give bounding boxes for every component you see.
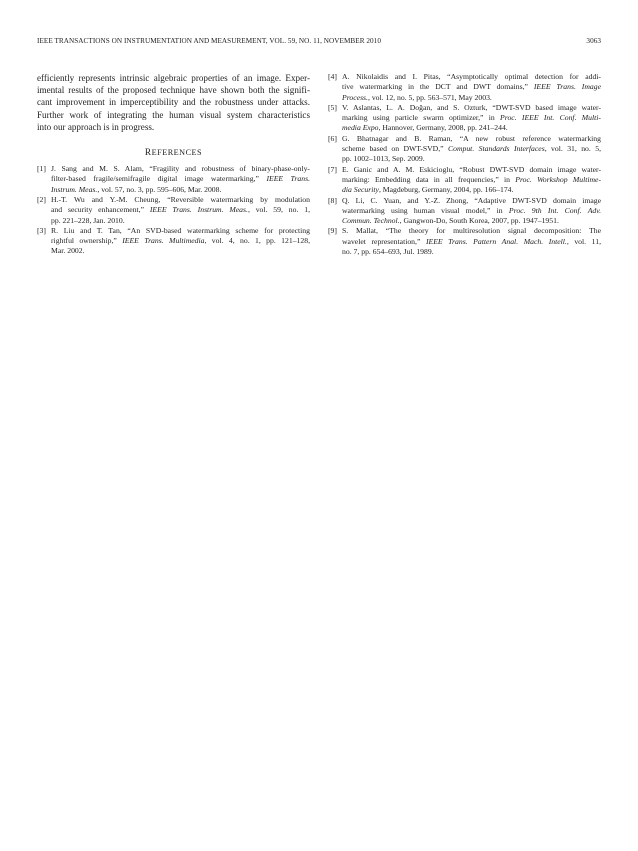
reference-text: filter-based fragile/semifragile digital image watermarking,” xyxy=(51,174,267,184)
reference-number: [3] xyxy=(37,225,46,235)
reference-text: watermarking using human visual model,” in xyxy=(342,205,509,215)
reference-line xyxy=(342,175,601,185)
reference-venue: Proc. Workshop Multime- xyxy=(515,174,601,184)
reference-line xyxy=(51,246,310,256)
reference-item xyxy=(328,134,601,165)
body-line: into our approach is in progress. xyxy=(37,121,155,132)
reference-text: J. Sang and M. S. Alam, “Fragility and robustness of binary-phase-only- xyxy=(51,164,310,174)
reference-text: S. Mallat, “The theory for multiresolution signal decomposition: The xyxy=(342,226,601,236)
reference-number: [2] xyxy=(37,194,46,204)
reference-list-left xyxy=(37,164,310,257)
reference-number: [7] xyxy=(328,164,337,174)
reference-venue: media Expo xyxy=(342,123,379,133)
reference-number: [4] xyxy=(328,72,337,81)
reference-line xyxy=(51,205,310,215)
reference-line xyxy=(51,185,310,195)
body-line: imental results of the proposed technique have shown both the signifi- xyxy=(37,85,310,96)
reference-line xyxy=(51,174,310,184)
reference-text: , Magdeburg, Germany, 2004, pp. 166–174. xyxy=(378,185,514,195)
journal-title: IEEE TRANSACTIONS ON INSTRUMENTATION AND MEASUREMENT, VOL. 59, NO. 11, NOVEMBER 2010 xyxy=(37,37,381,45)
reference-line xyxy=(342,247,601,257)
reference-line xyxy=(51,226,310,236)
body-line: efficiently represents intrinsic algebraic properties of an image. Exper- xyxy=(37,73,310,83)
reference-line xyxy=(342,154,601,164)
reference-text: , Gangwon-Do, South Korea, 2007, pp. 1947–1951. xyxy=(399,216,559,226)
reference-line xyxy=(342,206,601,216)
reference-venue: Instrum. Meas. xyxy=(51,184,98,194)
reference-venue: Proc. IEEE Int. Conf. Multi- xyxy=(500,113,601,123)
reference-number: [9] xyxy=(328,226,337,236)
reference-number: [5] xyxy=(328,102,337,112)
reference-text: scheme based on DWT-SVD,” xyxy=(342,144,448,154)
reference-line xyxy=(342,216,601,226)
reference-line xyxy=(342,123,601,133)
reference-line xyxy=(342,93,601,103)
reference-item xyxy=(328,165,601,196)
reference-text: , vol. 59, no. 1, xyxy=(247,205,310,215)
references-heading: REFERENCES xyxy=(144,148,203,159)
reference-item xyxy=(328,226,601,257)
reference-list-right xyxy=(328,72,601,257)
reference-line xyxy=(342,103,601,113)
reference-venue: Process. xyxy=(342,92,368,102)
reference-text: pp. 221–228, Jan. 2010. xyxy=(51,215,125,225)
reference-text: H.-T. Wu and Y.-M. Cheung, “Reversible watermarking by modulation xyxy=(51,194,310,204)
page-number: 3063 xyxy=(586,37,601,45)
reference-text: no. 7, pp. 654–693, Jul. 1989. xyxy=(342,247,434,257)
reference-item xyxy=(328,103,601,134)
reference-text: , vol. 11, xyxy=(566,236,601,246)
body-line: Further work of integrating the human visual system characteristics xyxy=(37,109,310,120)
left-column xyxy=(37,72,310,257)
reference-line xyxy=(51,236,310,246)
reference-line xyxy=(51,164,310,174)
reference-venue: IEEE Trans. Image xyxy=(533,82,601,92)
reference-number: [6] xyxy=(328,133,337,143)
reference-item xyxy=(328,72,601,103)
reference-venue: Comput. Standards Interfaces xyxy=(447,144,545,154)
reference-line xyxy=(342,134,601,144)
reference-venue: dia Security xyxy=(342,185,379,195)
reference-text: , vol. 57, no. 3, pp. 595–606, Mar. 2008. xyxy=(97,184,222,194)
reference-number: [1] xyxy=(37,164,46,174)
reference-text: marking: Embedding data in all frequencies,” in xyxy=(342,174,516,184)
reference-venue: Commun. Technol. xyxy=(342,216,400,226)
reference-line xyxy=(342,82,601,92)
reference-text: , vol. 31, no. 5, xyxy=(544,144,602,154)
reference-text: , vol. 4, no. 1, pp. 121–128, xyxy=(204,236,310,246)
reference-text: tive watermarking in the DCT and DWT domains,” xyxy=(342,82,534,92)
right-column xyxy=(328,72,601,257)
reference-item xyxy=(328,196,601,227)
reference-venue: IEEE Trans. xyxy=(266,174,310,184)
reference-line xyxy=(342,165,601,175)
reference-venue: IEEE Trans. Pattern Anal. Mach. Intell. xyxy=(425,236,567,246)
reference-line xyxy=(342,185,601,195)
reference-venue: IEEE Trans. Multimedia xyxy=(122,236,205,246)
reference-text: wavelet representation,” xyxy=(342,236,426,246)
reference-line xyxy=(51,216,310,226)
reference-text: , Hannover, Germany, 2008, pp. 241–244. xyxy=(378,123,508,133)
reference-number: [8] xyxy=(328,195,337,205)
conclusion-paragraph xyxy=(37,72,310,133)
reference-text: G. Bhatnagar and B. Raman, “A new robust reference watermarking xyxy=(342,133,601,143)
reference-line xyxy=(342,196,601,206)
reference-line xyxy=(342,144,601,154)
reference-text: and security enhancement,” xyxy=(51,205,150,215)
reference-line xyxy=(342,113,601,123)
reference-line xyxy=(342,72,601,82)
reference-item xyxy=(37,195,310,226)
reference-line xyxy=(342,237,601,247)
running-header xyxy=(37,37,601,49)
reference-item xyxy=(37,164,310,195)
reference-text: V. Aslantas, L. A. Doğan, and S. Ozturk, “DWT-SVD based image water- xyxy=(342,102,601,112)
reference-text: , vol. 12, no. 5, pp. 563–571, May 2003. xyxy=(367,92,492,102)
reference-line xyxy=(51,195,310,205)
reference-text: marking using particle swarm optimizer,” in xyxy=(342,113,501,123)
reference-text: rightful ownership,” xyxy=(51,236,123,246)
reference-text: Mar. 2002. xyxy=(51,246,85,256)
reference-text: R. Liu and T. Tan, “An SVD-based watermarking scheme for protecting xyxy=(51,225,310,235)
reference-text: E. Ganic and A. M. Eskicioglu, “Robust DWT-SVD domain image water- xyxy=(342,164,601,174)
reference-venue: IEEE Trans. Instrum. Meas. xyxy=(149,205,248,215)
reference-line xyxy=(342,226,601,236)
reference-item xyxy=(37,226,310,257)
body-line: cant improvement in imperceptibility and the robustness under attacks. xyxy=(37,97,310,108)
reference-text: pp. 1002–1013, Sep. 2009. xyxy=(342,154,425,164)
reference-text: A. Nikolaidis and I. Pitas, “Asymptotically optimal detection for addi- xyxy=(342,72,601,81)
reference-venue: Proc. 9th Int. Conf. Adv. xyxy=(508,205,601,215)
reference-text: Q. Li, C. Yuan, and Y.-Z. Zhong, “Adaptive DWT-SVD domain image xyxy=(342,195,601,205)
